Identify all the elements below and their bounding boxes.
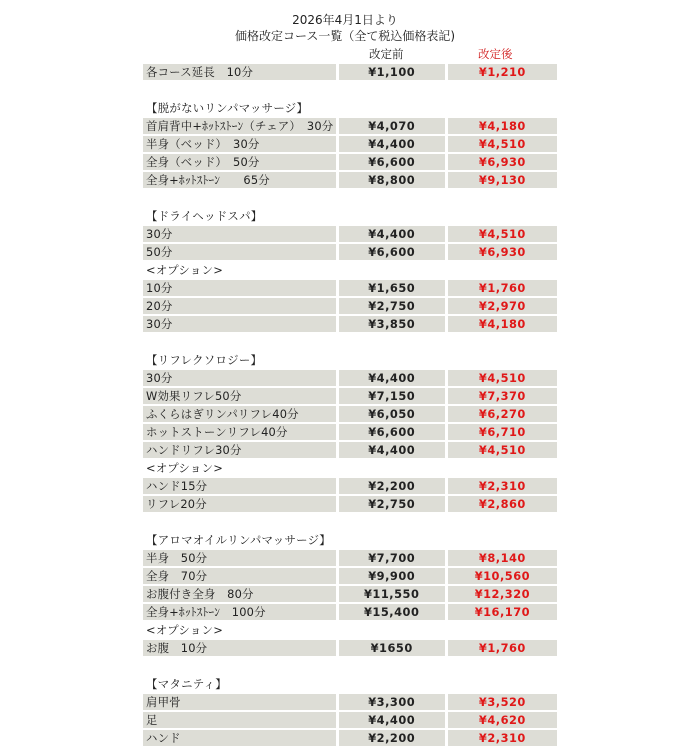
price-row: [143, 568, 557, 584]
price-before: ¥4,070: [368, 118, 416, 133]
column-header-after: 改定後: [478, 47, 513, 61]
price-row: [143, 730, 557, 746]
price-after: ¥4,510: [478, 226, 526, 241]
price-after: ¥16,170: [474, 604, 531, 619]
course-name: 肩甲骨: [146, 694, 181, 709]
course-name: 半身（ベッド） 30分: [146, 136, 260, 151]
course-name: 足: [146, 712, 158, 727]
price-row: [143, 406, 557, 422]
course-name: 首肩背中+ﾎｯﾄｽﾄｰﾝ（チェア） 30分: [146, 118, 334, 133]
course-name: 30分: [146, 370, 173, 385]
price-before: ¥6,600: [368, 424, 416, 439]
price-after: ¥6,930: [478, 154, 526, 169]
price-before: ¥7,700: [368, 550, 416, 565]
price-row: [143, 280, 557, 296]
section-heading: 【マタニティ】: [146, 676, 227, 691]
price-after: ¥7,370: [478, 388, 526, 403]
price-before: ¥2,200: [368, 730, 416, 745]
price-row: [143, 496, 557, 512]
price-after: ¥4,510: [478, 136, 526, 151]
course-name: 全身 70分: [146, 568, 208, 583]
course-name: 全身+ﾎｯﾄｽﾄｰﾝ 65分: [146, 172, 270, 187]
price-before: ¥2,750: [368, 496, 416, 511]
price-table: [143, 64, 557, 748]
section-heading: <オプション>: [146, 262, 224, 277]
price-before: ¥6,600: [368, 154, 416, 169]
price-row: [143, 586, 557, 602]
price-before: ¥8,800: [368, 172, 416, 187]
price-before: ¥15,400: [364, 604, 420, 619]
section-heading: <オプション>: [146, 460, 224, 475]
price-row: [143, 424, 557, 440]
course-name: ふくらはぎリンパリフレ40分: [146, 406, 299, 421]
price-before: ¥7,150: [368, 388, 416, 403]
price-row: [143, 172, 557, 188]
course-name: ハンドリフレ30分: [146, 442, 242, 457]
price-after: ¥9,130: [478, 172, 526, 187]
price-before: ¥6,600: [368, 244, 416, 259]
course-name: ハンド: [146, 730, 181, 745]
price-after: ¥4,510: [478, 442, 526, 457]
price-row: [143, 442, 557, 458]
price-before: ¥4,400: [368, 370, 416, 385]
price-before: ¥1,100: [368, 65, 416, 79]
price-row: [143, 244, 557, 260]
price-before: ¥2,750: [368, 298, 416, 313]
price-row: [143, 316, 557, 332]
price-after: ¥8,140: [478, 550, 526, 565]
price-row: [143, 118, 557, 134]
section-heading: 【リフレクソロジー】: [146, 352, 263, 367]
spacer: [143, 514, 557, 532]
price-after: ¥10,560: [474, 568, 531, 583]
section-heading: <オプション>: [146, 622, 224, 637]
price-after: ¥4,180: [478, 316, 526, 331]
price-before: ¥3,300: [368, 694, 416, 709]
price-after: ¥3,520: [478, 694, 526, 709]
price-before: ¥6,050: [368, 406, 416, 421]
document-header: [0, 12, 690, 44]
price-before: ¥4,400: [368, 442, 416, 457]
price-row: [143, 388, 557, 404]
course-name: ハンド15分: [146, 478, 208, 493]
price-row: [143, 694, 557, 710]
section-heading: 【アロマオイルリンパマッサージ】: [146, 532, 331, 547]
price-row: [143, 64, 557, 80]
price-after: ¥6,270: [478, 406, 526, 421]
section-heading: 【脱がないリンパマッサージ】: [146, 100, 309, 115]
price-row: [143, 154, 557, 170]
course-name: 10分: [146, 280, 173, 295]
column-header-before: 改定前: [369, 47, 404, 61]
course-name: 全身（ベッド） 50分: [146, 154, 260, 169]
document-title: 価格改定コース一覧（全て税込価格表記): [234, 29, 456, 43]
price-after: ¥1,760: [478, 280, 526, 295]
price-before: ¥4,400: [368, 712, 416, 727]
price-row: [143, 136, 557, 152]
course-name: 全身+ﾎｯﾄｽﾄｰﾝ 100分: [146, 604, 266, 619]
price-row: [143, 478, 557, 494]
price-row: [143, 640, 557, 656]
course-name: 各コース延長 10分: [146, 65, 254, 79]
price-after: ¥2,310: [478, 730, 526, 745]
price-after: ¥2,310: [478, 478, 526, 493]
section-heading: 【ドライヘッドスパ】: [146, 208, 263, 223]
course-name: 30分: [146, 226, 173, 241]
price-before: ¥11,550: [364, 586, 420, 601]
price-before: ¥1,650: [368, 280, 416, 295]
price-row: [143, 226, 557, 242]
spacer: [143, 190, 557, 208]
course-name: ホットストーンリフレ40分: [146, 424, 288, 439]
price-row: [143, 550, 557, 566]
spacer: [143, 334, 557, 352]
price-before: ¥4,400: [368, 136, 416, 151]
price-row: [143, 604, 557, 620]
price-row: [143, 712, 557, 728]
price-after: ¥4,620: [478, 712, 526, 727]
spacer: [143, 658, 557, 676]
price-after: ¥4,510: [478, 370, 526, 385]
price-before: ¥1650: [370, 640, 413, 655]
price-after: ¥1,760: [478, 640, 526, 655]
course-name: 30分: [146, 316, 173, 331]
course-name: 50分: [146, 244, 173, 259]
course-name: 半身 50分: [146, 550, 208, 565]
price-before: ¥9,900: [368, 568, 416, 583]
price-after: ¥2,970: [478, 298, 526, 313]
price-after: ¥2,860: [478, 496, 526, 511]
price-row: [143, 370, 557, 386]
price-after: ¥6,710: [478, 424, 526, 439]
price-after: ¥1,210: [478, 65, 526, 79]
course-name: リフレ20分: [146, 496, 207, 511]
price-after: ¥6,930: [478, 244, 526, 259]
spacer: [143, 82, 557, 100]
course-name: お腹付き全身 80分: [146, 586, 254, 601]
course-name: W効果リフレ50分: [146, 388, 242, 403]
price-before: ¥4,400: [368, 226, 416, 241]
price-before: ¥3,850: [368, 316, 416, 331]
course-name: 20分: [146, 298, 173, 313]
effective-date: 2026年4月1日より: [292, 13, 398, 27]
price-before: ¥2,200: [368, 478, 416, 493]
price-after: ¥4,180: [478, 118, 526, 133]
course-name: お腹 10分: [146, 640, 208, 655]
price-row: [143, 298, 557, 314]
price-after: ¥12,320: [474, 586, 531, 601]
